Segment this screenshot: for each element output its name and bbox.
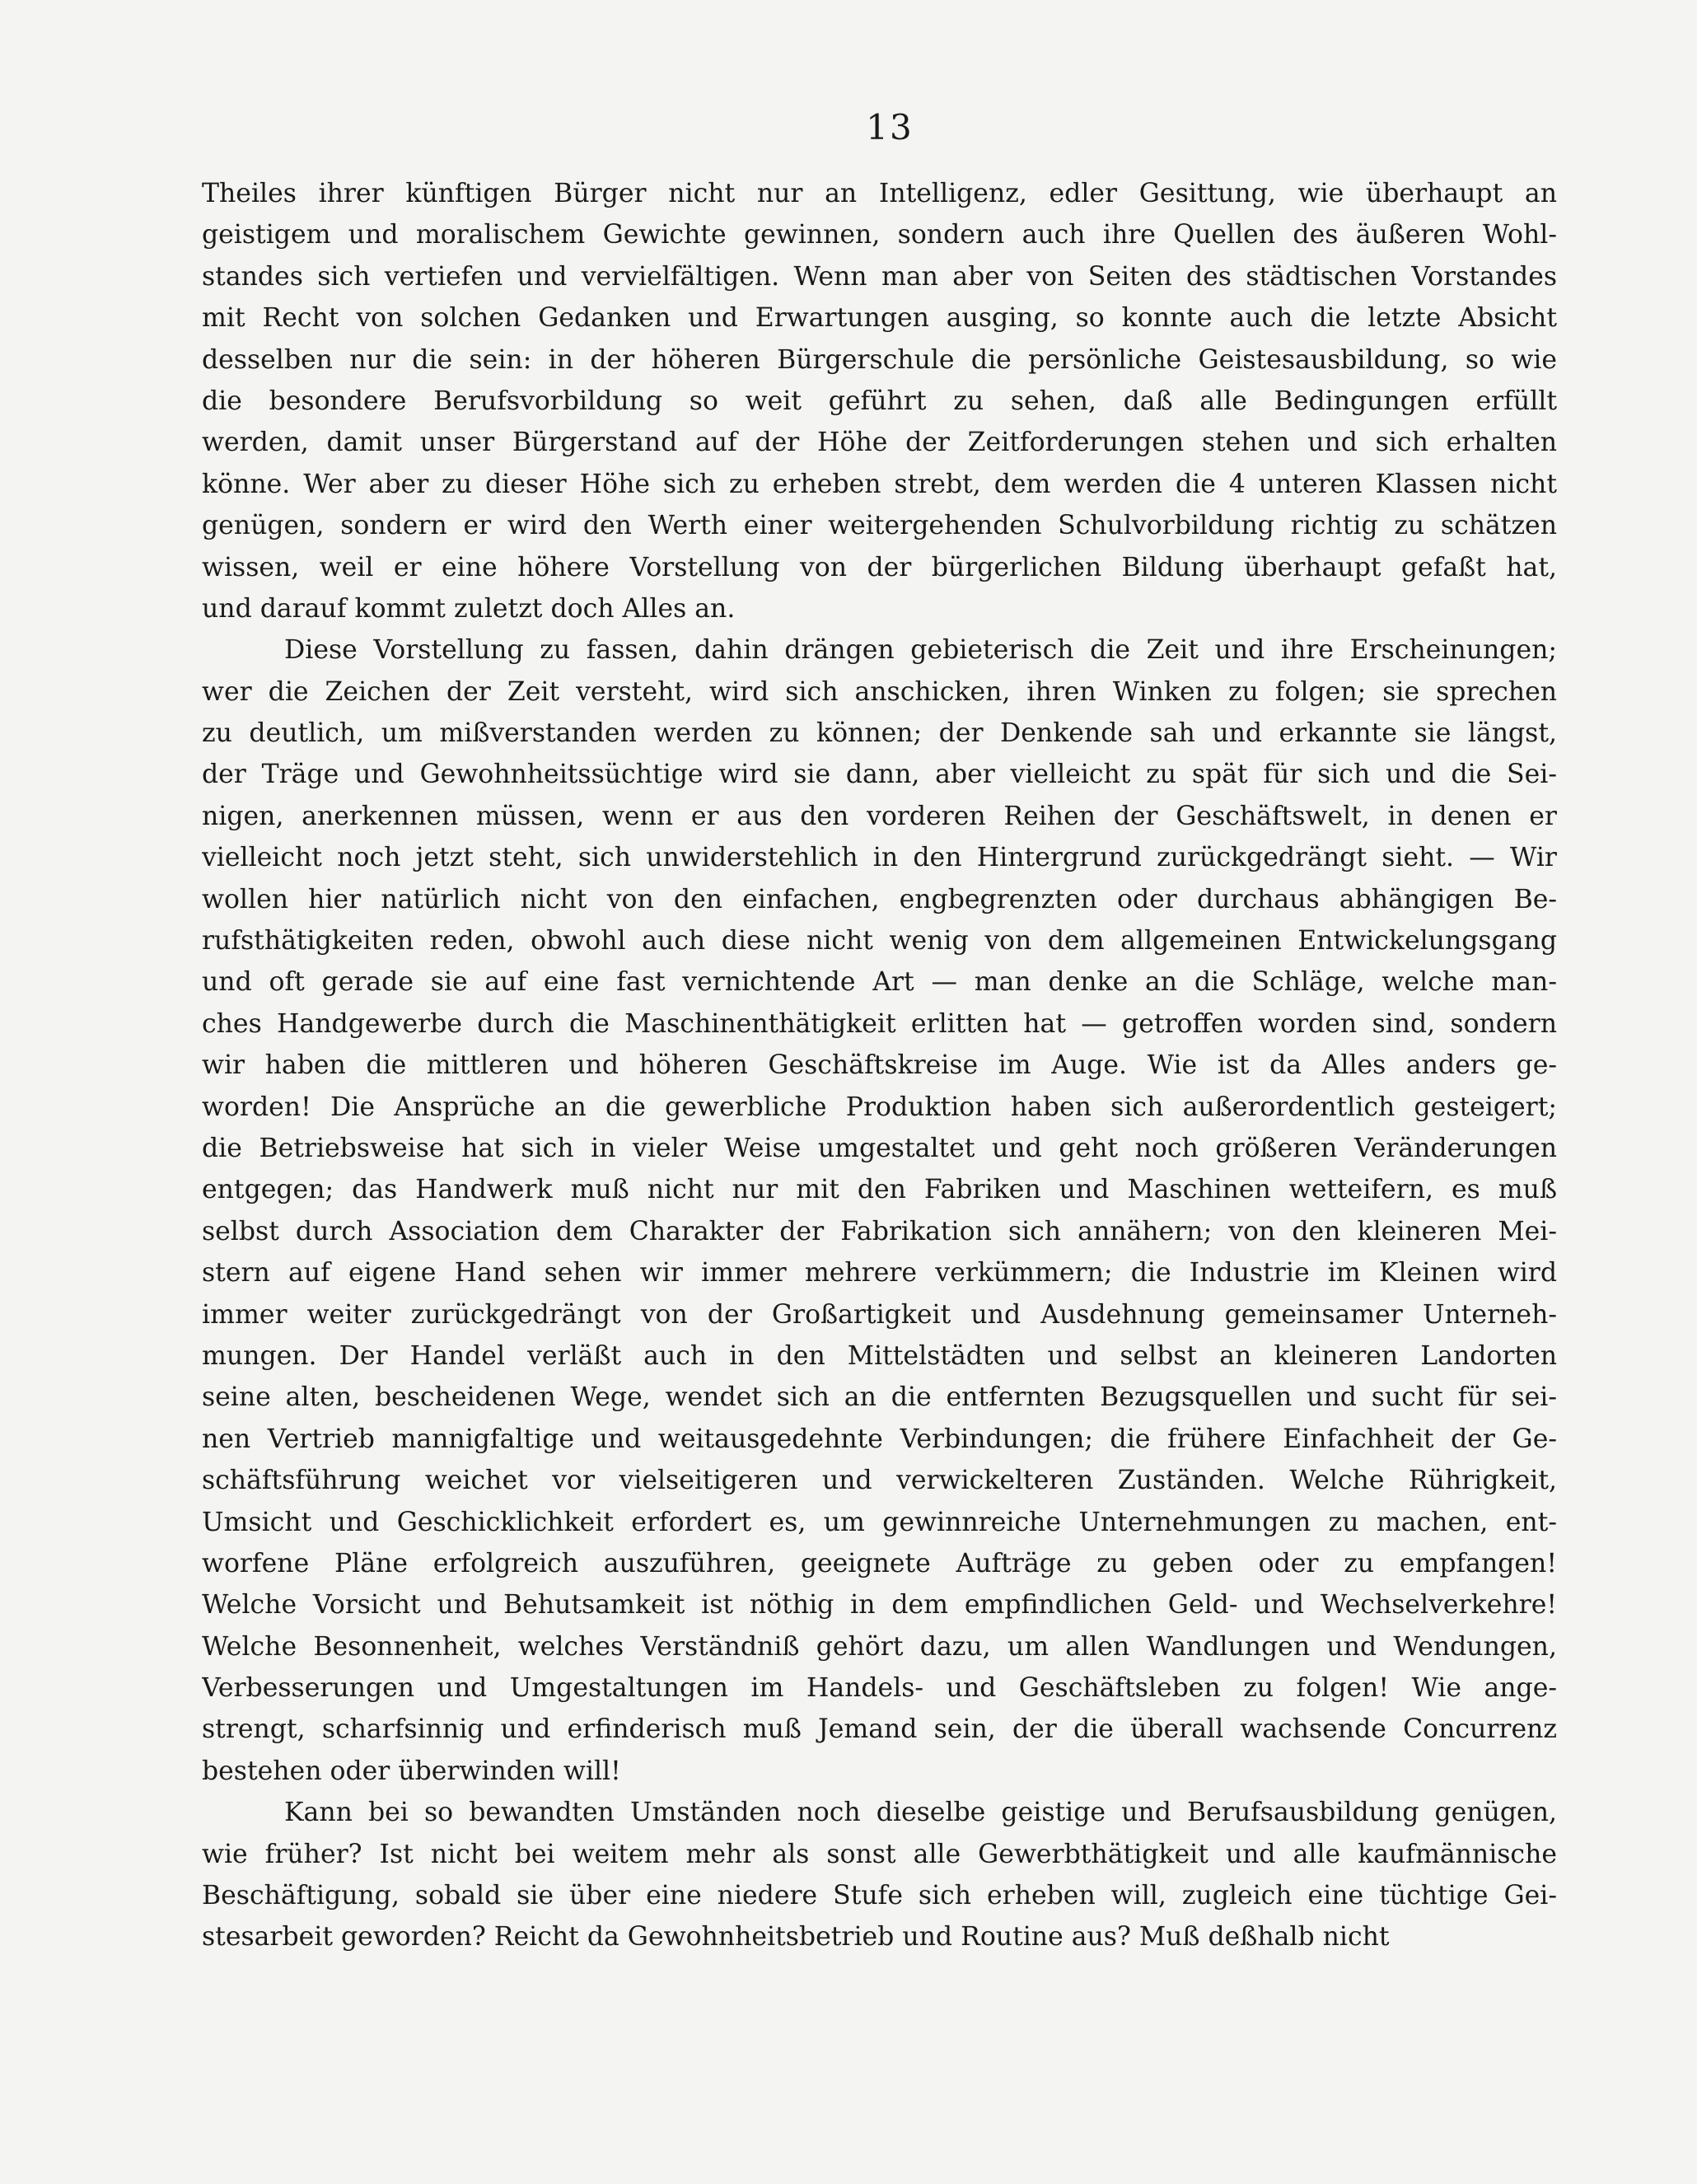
text-line: entgegen; das Handwerk muß nicht nur mit den Fabriken und Maschinen wetteifern, es muß — [202, 1175, 1557, 1205]
text-line: Beschäftigung, sobald sie über eine niedere Stufe sich erheben will, zugleich eine tüchtige Gei- — [202, 1881, 1557, 1911]
text-line: könne. Wer aber zu dieser Höhe sich zu erheben strebt, dem werden die 4 unteren Klassen nicht — [202, 469, 1557, 499]
body-text — [202, 173, 1557, 1958]
text-line: selbst durch Association dem Charakter der Fabrikation sich annähern; von den kleineren Mei- — [202, 1216, 1557, 1246]
text-line: worden! Die Ansprüche an die gewerbliche Produktion haben sich außerordentlich gesteigert; — [202, 1092, 1557, 1122]
text-line: Verbesserungen und Umgestaltungen im Handels- und Geschäftsleben zu folgen! Wie ange- — [202, 1673, 1557, 1704]
text-line: schäftsführung weichet vor vielseitigeren und verwickelteren Zuständen. Welche Rührigkeit, — [202, 1466, 1557, 1496]
text-line: genügen, sondern er wird den Werth einer weitergehenden Schulvorbildung richtig zu schätzen — [202, 511, 1557, 541]
text-line: die Betriebsweise hat sich in vieler Weise umgestaltet und geht noch größeren Veränderungen — [202, 1133, 1557, 1163]
text-line: nen Vertrieb mannigfaltige und weitausgedehnte Verbindungen; die frühere Einfachheit der Ge- — [202, 1424, 1557, 1454]
page-number: 13 — [866, 107, 914, 147]
text-line: die besondere Berufsvorbildung so weit geführt zu sehen, daß alle Bedingungen erfüllt — [202, 386, 1557, 416]
text-line: wollen hier natürlich nicht von den einfachen, engbegrenzten oder durchaus abhängigen Be- — [202, 884, 1557, 914]
text-line: mit Recht von solchen Gedanken und Erwartungen ausging, so konnte auch die letzte Absicht — [202, 303, 1557, 334]
text-line: Umsicht und Geschicklichkeit erfordert es, um gewinnreiche Unternehmungen zu machen, ent- — [202, 1507, 1557, 1537]
text-line: der Träge und Gewohnheitssüchtige wird sie dann, aber vielleicht zu spät für sich und die Sei- — [202, 760, 1557, 790]
text-line: werden, damit unser Bürgerstand auf der Höhe der Zeitforderungen stehen und sich erhalten — [202, 428, 1557, 458]
paragraph — [202, 173, 1557, 629]
text-line: standes sich vertiefen und vervielfältigen. Wenn man aber von Seiten des städtischen Vorstandes — [202, 261, 1557, 292]
text-line: zu deutlich, um mißverstanden werden zu können; der Denkende sah und erkannte sie längst, — [202, 718, 1557, 749]
paragraph — [202, 1792, 1557, 1958]
text-line: desselben nur die sein: in der höheren Bürgerschule die persönliche Geistesausbildung, so wie — [202, 344, 1557, 375]
text-line: wie früher? Ist nicht bei weitem mehr als sonst alle Gewerbthätigkeit und alle kaufmännische — [202, 1839, 1557, 1869]
text-line: ches Handgewerbe durch die Maschinenthätigkeit erlitten hat — getroffen worden sind, sondern — [202, 1008, 1557, 1039]
text-line: Welche Vorsicht und Behutsamkeit ist nöthig in dem empfindlichen Geld- und Wechselverkehre! — [202, 1590, 1557, 1620]
text-line: rufsthätigkeiten reden, obwohl auch diese nicht wenig von dem allgemeinen Entwickelungsgang — [202, 926, 1557, 956]
text-line: Welche Besonnenheit, welches Verständniß gehört dazu, um allen Wandlungen und Wendungen, — [202, 1631, 1557, 1662]
text-line: worfene Pläne erfolgreich auszuführen, geeignete Aufträge zu geben oder zu empfangen! — [202, 1548, 1557, 1578]
text-line: nigen, anerkennen müssen, wenn er aus den vorderen Reihen der Geschäftswelt, in denen er — [202, 801, 1557, 831]
text-line: und oft gerade sie auf eine fast vernichtende Art — man denke an die Schläge, welche man- — [202, 967, 1557, 998]
text-line: Kann bei so bewandten Umständen noch dieselbe geistige und Berufsausbildung genügen, — [284, 1798, 1557, 1828]
text-line: mungen. Der Handel verläßt auch in den Mittelstädten und selbst an kleineren Landorten — [202, 1340, 1557, 1371]
text-line: bestehen oder überwinden will! — [202, 1756, 621, 1786]
paragraph — [202, 629, 1557, 1792]
text-line: wer die Zeichen der Zeit versteht, wird sich anschicken, ihren Winken zu folgen; sie sprechen — [202, 676, 1557, 707]
text-line: wissen, weil er eine höhere Vorstellung von der bürgerlichen Bildung überhaupt gefaßt hat, — [202, 552, 1557, 582]
text-line: strengt, scharfsinnig und erfinderisch muß Jemand sein, der die überall wachsende Concurrenz — [202, 1714, 1557, 1745]
text-line: Diese Vorstellung zu fassen, dahin drängen gebieterisch die Zeit und ihre Erscheinungen; — [284, 635, 1557, 666]
text-line: vielleicht noch jetzt steht, sich unwiderstehlich in den Hintergrund zurückgedrängt sieht. — Wir — [202, 843, 1557, 873]
text-line: Theiles ihrer künftigen Bürger nicht nur an Intelligenz, edler Gesittung, wie überhaupt an — [202, 179, 1557, 208]
text-line: immer weiter zurückgedrängt von der Großartigkeit und Ausdehnung gemeinsamer Unterneh- — [202, 1299, 1557, 1330]
text-line: stern auf eigene Hand sehen wir immer mehrere verkümmern; die Industrie im Kleinen wird — [202, 1258, 1557, 1288]
text-line: und darauf kommt zuletzt doch Alles an. — [202, 593, 736, 624]
text-line: geistigem und moralischem Gewichte gewinnen, sondern auch ihre Quellen des äußeren Wohl- — [202, 220, 1557, 250]
text-line: wir haben die mittleren und höheren Geschäftskreise im Auge. Wie ist da Alles anders ge- — [202, 1050, 1557, 1081]
text-line: seine alten, bescheidenen Wege, wendet sich an die entfernten Bezugsquellen und sucht für sei- — [202, 1382, 1557, 1413]
text-line: stesarbeit geworden? Reicht da Gewohnheitsbetrieb und Routine aus? Muß deßhalb nicht — [202, 1922, 1390, 1953]
